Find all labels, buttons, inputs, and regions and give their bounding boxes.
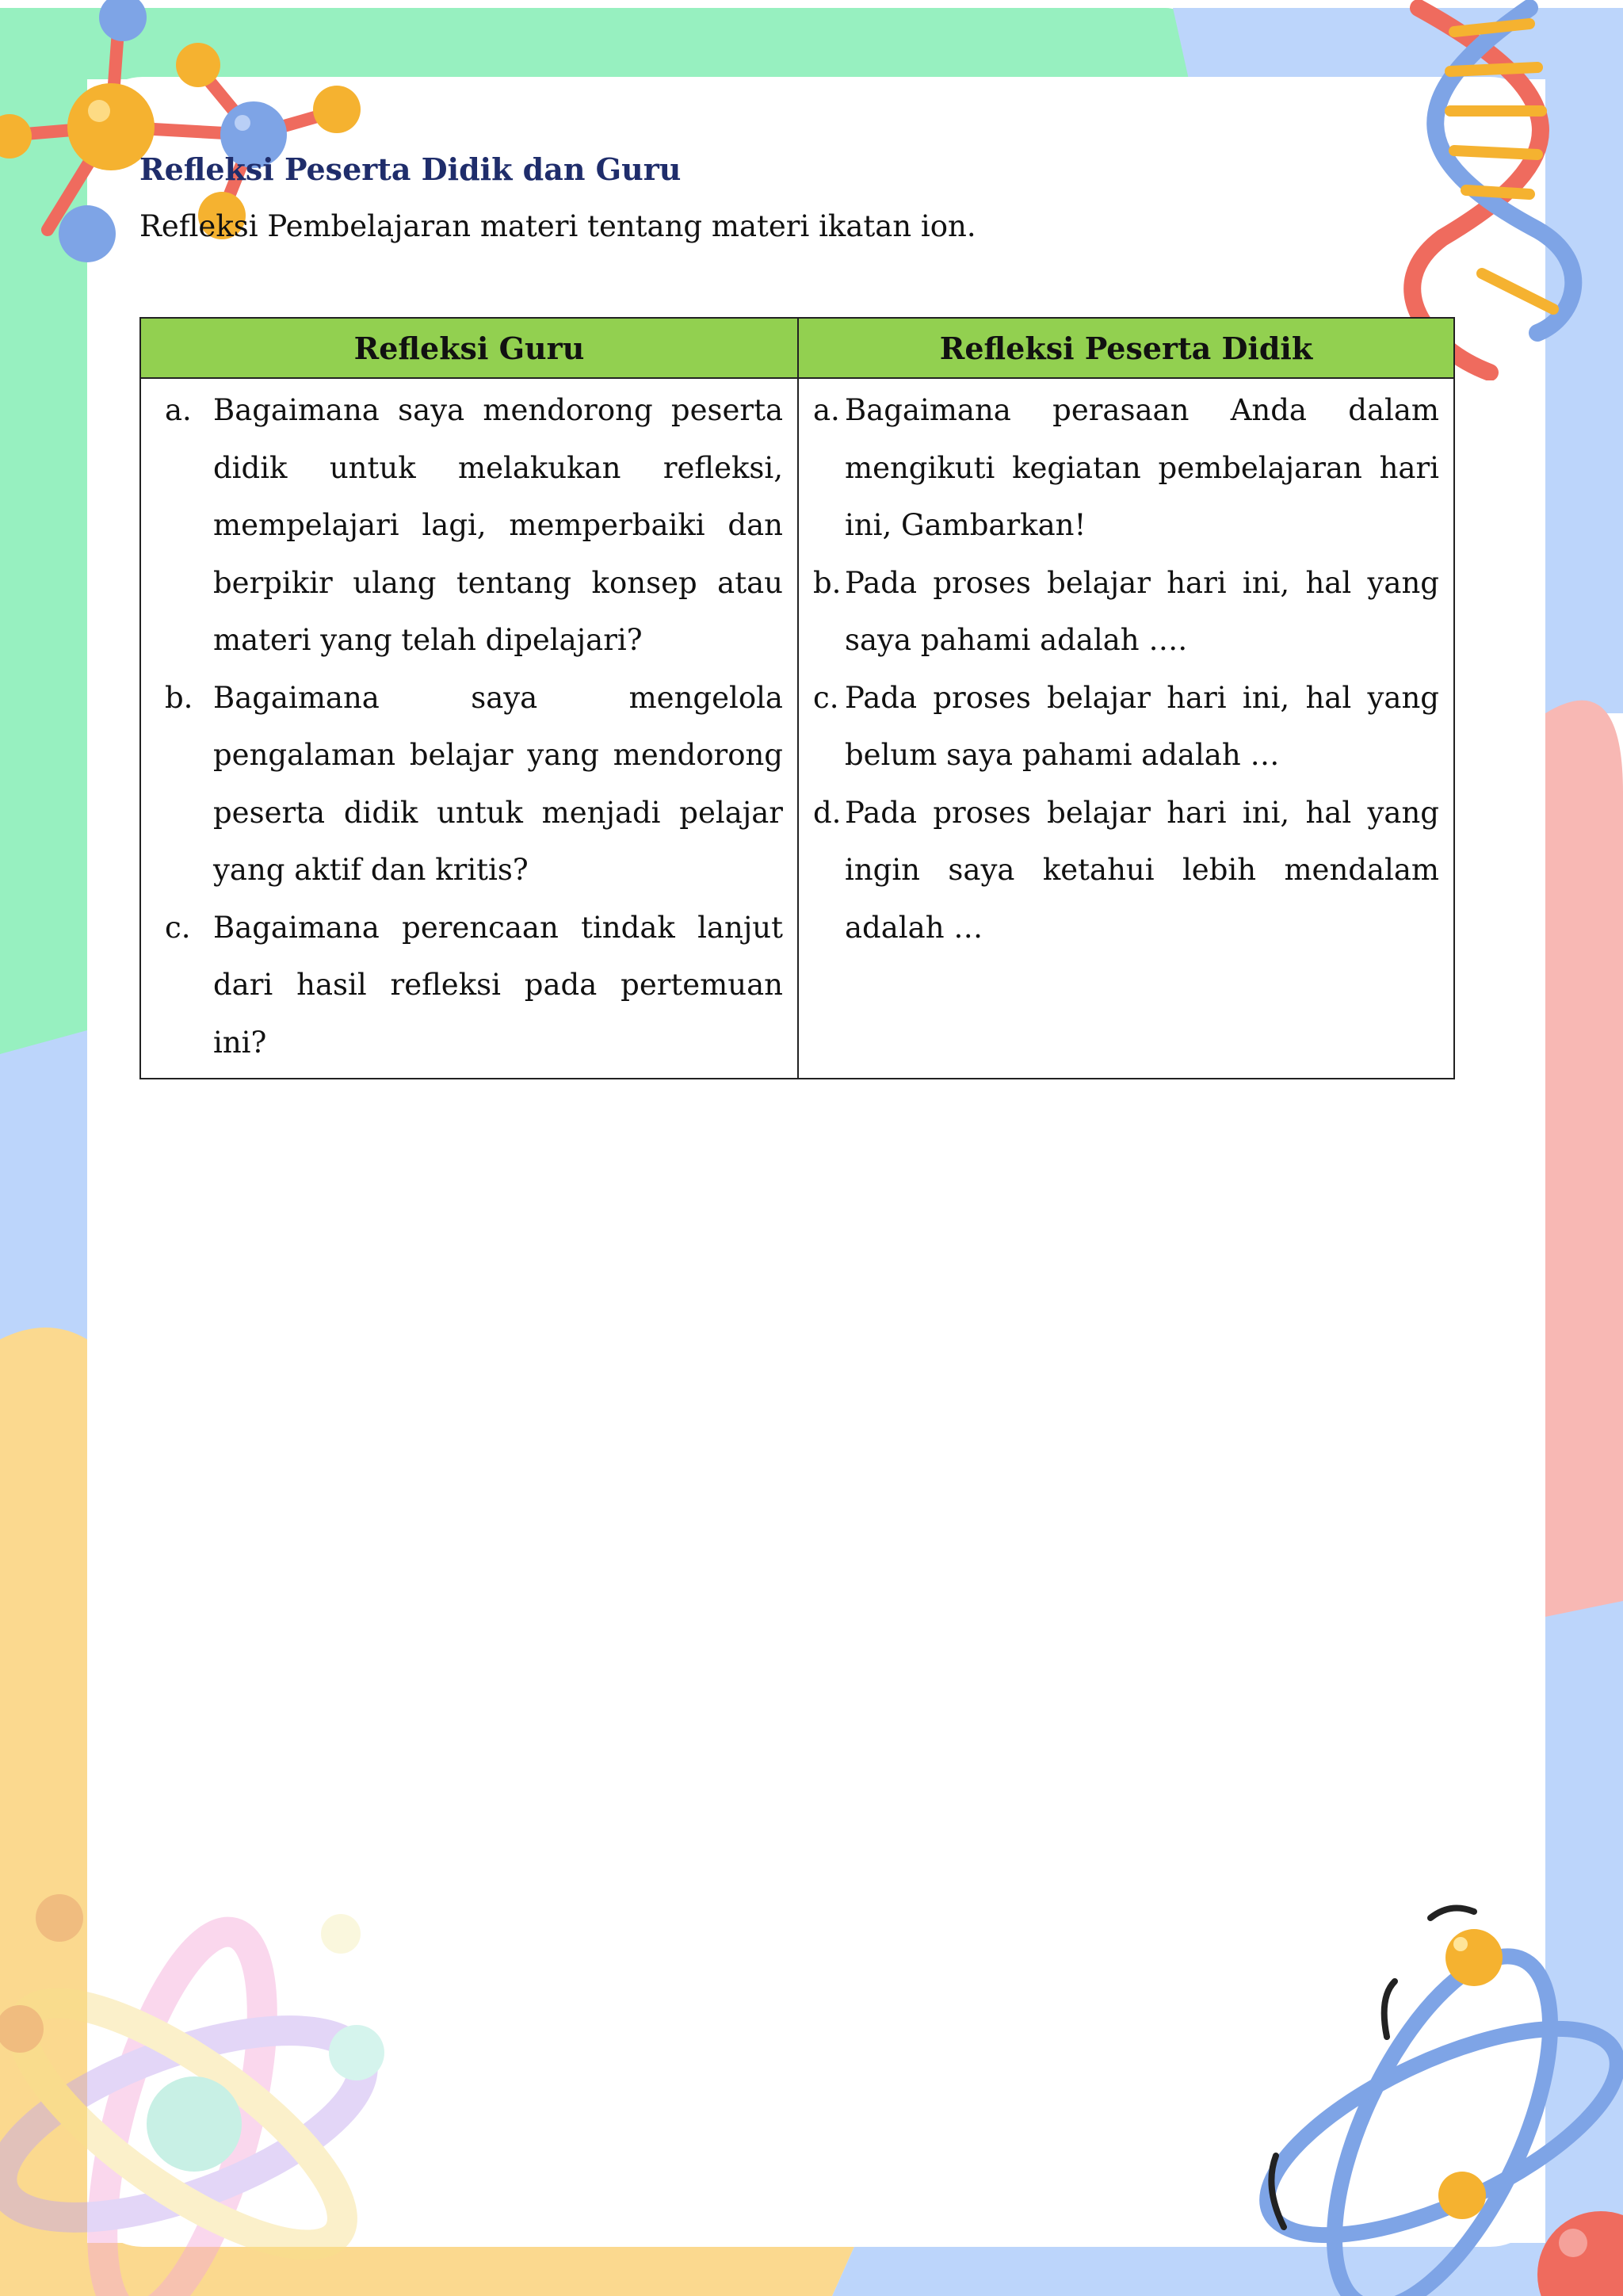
list-item bbox=[141, 382, 783, 670]
list-item-text: Bagaimana saya mendorong peserta didik untuk melakukan refleksi, mempelajari lagi, memperbaiki dan berpikir ulang tentang konsep atau materi yang telah dipelajari? bbox=[213, 393, 783, 657]
reflection-table bbox=[139, 317, 1455, 1079]
list-marker: b. bbox=[813, 565, 842, 600]
peserta-didik-question-list bbox=[799, 379, 1453, 963]
list-item-text: Pada proses belajar hari ini, hal yang belum saya pahami adalah … bbox=[845, 680, 1439, 772]
list-item-text: Bagaimana perencaan tindak lanjut dari hasil refleksi pada pertemuan ini? bbox=[213, 910, 783, 1060]
list-item bbox=[799, 670, 1439, 785]
list-item bbox=[799, 555, 1439, 670]
list-item-text: Pada proses belajar hari ini, hal yang saya pahami adalah …. bbox=[845, 565, 1439, 657]
list-marker: d. bbox=[813, 795, 842, 830]
list-marker: a. bbox=[165, 393, 192, 427]
header-refleksi-peserta-didik: Refleksi Peserta Didik bbox=[798, 318, 1454, 378]
table-row bbox=[140, 378, 1454, 1079]
header-refleksi-guru: Refleksi Guru bbox=[140, 318, 798, 378]
list-item bbox=[799, 785, 1439, 957]
list-item bbox=[799, 382, 1439, 555]
list-item-text: Bagaimana perasaan Anda dalam mengikuti kegiatan pembelajaran hari ini, Gambarkan! bbox=[845, 393, 1439, 542]
atom-illustration bbox=[1236, 1894, 1623, 2296]
faded-atom-illustration bbox=[0, 1886, 412, 2296]
list-marker: c. bbox=[165, 910, 191, 945]
guru-question-list bbox=[141, 379, 797, 1078]
list-marker: a. bbox=[813, 393, 840, 427]
list-item bbox=[141, 670, 783, 900]
list-item-text: Pada proses belajar hari ini, hal yang ingin saya ketahui lebih mendalam adalah … bbox=[845, 795, 1439, 945]
list-marker: b. bbox=[165, 680, 193, 715]
peserta-didik-cell bbox=[798, 378, 1454, 1079]
table-header-row bbox=[140, 318, 1454, 378]
guru-cell bbox=[140, 378, 798, 1079]
list-item bbox=[141, 900, 783, 1072]
list-item-text: Bagaimana saya mengelola pengalaman belajar yang mendorong peserta didik untuk menjadi pelajar yang aktif dan kritis? bbox=[213, 680, 783, 887]
list-marker: c. bbox=[813, 680, 839, 715]
document-subtitle: Refleksi Pembelajaran materi tentang materi ikatan ion. bbox=[139, 209, 976, 243]
document-title: Refleksi Peserta Didik dan Guru bbox=[139, 151, 682, 187]
